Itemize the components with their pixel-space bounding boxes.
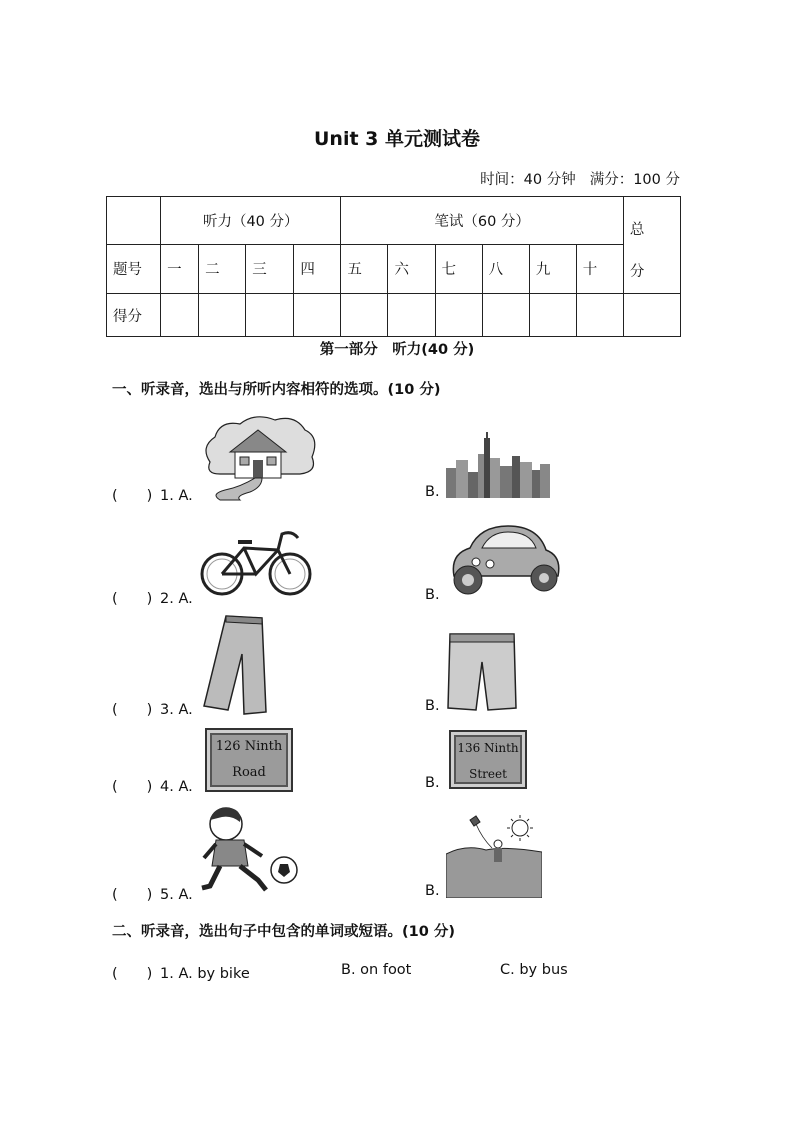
- question-2-1: [112, 962, 250, 983]
- score-cell[interactable]: [161, 294, 199, 337]
- listening-header: 听力（40 分）: [161, 197, 341, 245]
- writing-header: 笔试（60 分）: [341, 197, 623, 245]
- col-number: 三: [246, 244, 294, 293]
- table-corner-cell: [107, 197, 161, 245]
- time-limit: 时间：40 分钟: [480, 172, 576, 188]
- city-skyline-icon: [446, 432, 550, 498]
- option-b: B. on foot: [341, 962, 412, 978]
- answer-blank[interactable]: ( ): [112, 887, 153, 903]
- question-3: ( ) 3. A.: [112, 698, 193, 719]
- answer-blank[interactable]: ( ): [112, 591, 153, 607]
- road-sign-a: 126 Ninth Road: [205, 728, 293, 792]
- bike-icon: [200, 526, 314, 598]
- question-1: ( ) 1. A.: [112, 484, 193, 505]
- answer-blank[interactable]: ( ): [112, 779, 153, 795]
- option-b-label: B.: [425, 883, 440, 899]
- option-b-label: B.: [425, 484, 440, 500]
- score-cell[interactable]: [341, 294, 388, 337]
- row-label-number: 题号: [107, 244, 161, 293]
- full-score: 满分：100 分: [589, 172, 680, 188]
- score-cell[interactable]: [199, 294, 246, 337]
- score-cell[interactable]: [435, 294, 482, 337]
- col-number: 九: [529, 244, 576, 293]
- total-header: 总 分: [623, 197, 680, 294]
- question-4: ( ) 4. A.: [112, 775, 193, 796]
- col-number: 十: [576, 244, 623, 293]
- trousers-icon: [200, 614, 270, 716]
- shorts-icon: [446, 630, 518, 714]
- option-b-label: B.: [425, 775, 440, 791]
- col-number: 一: [161, 244, 199, 293]
- score-cell[interactable]: [482, 294, 529, 337]
- exam-info: [480, 168, 680, 189]
- answer-blank[interactable]: ( ): [112, 488, 153, 504]
- col-number: 六: [388, 244, 435, 293]
- score-cell[interactable]: [576, 294, 623, 337]
- page-title: Unit 3 单元测试卷: [314, 128, 480, 150]
- section2-heading: 二、听录音，选出句子中包含的单词或短语。(10 分): [112, 924, 455, 940]
- row-label-score: 得分: [107, 294, 161, 337]
- col-number: 七: [435, 244, 482, 293]
- score-cell[interactable]: [246, 294, 294, 337]
- score-table: [106, 196, 681, 337]
- col-number: 四: [294, 244, 341, 293]
- option-b-label: B.: [425, 698, 440, 714]
- question-2: ( ) 2. A.: [112, 587, 193, 608]
- score-cell[interactable]: [529, 294, 576, 337]
- score-cell[interactable]: [388, 294, 435, 337]
- answer-blank[interactable]: ( ): [112, 702, 153, 718]
- section1-heading: 一、听录音，选出与所听内容相符的选项。(10 分): [112, 382, 441, 398]
- girl-kite-icon: [446, 814, 542, 898]
- col-number: 八: [482, 244, 529, 293]
- road-sign-b: 136 Ninth Street: [449, 730, 527, 789]
- score-cell[interactable]: [623, 294, 680, 337]
- boy-football-icon: [200, 804, 304, 898]
- option-b-label: B.: [425, 587, 440, 603]
- option-c: C. by bus: [500, 962, 568, 978]
- car-icon: [446, 518, 564, 602]
- house-icon: [200, 412, 322, 502]
- answer-blank[interactable]: ( ): [112, 966, 153, 982]
- score-cell[interactable]: [294, 294, 341, 337]
- col-number: 五: [341, 244, 388, 293]
- col-number: 二: [199, 244, 246, 293]
- part-title: 第一部分 听力(40 分): [319, 342, 475, 358]
- option-a: 1. A. by bike: [160, 966, 250, 982]
- question-5: ( ) 5. A.: [112, 883, 193, 904]
